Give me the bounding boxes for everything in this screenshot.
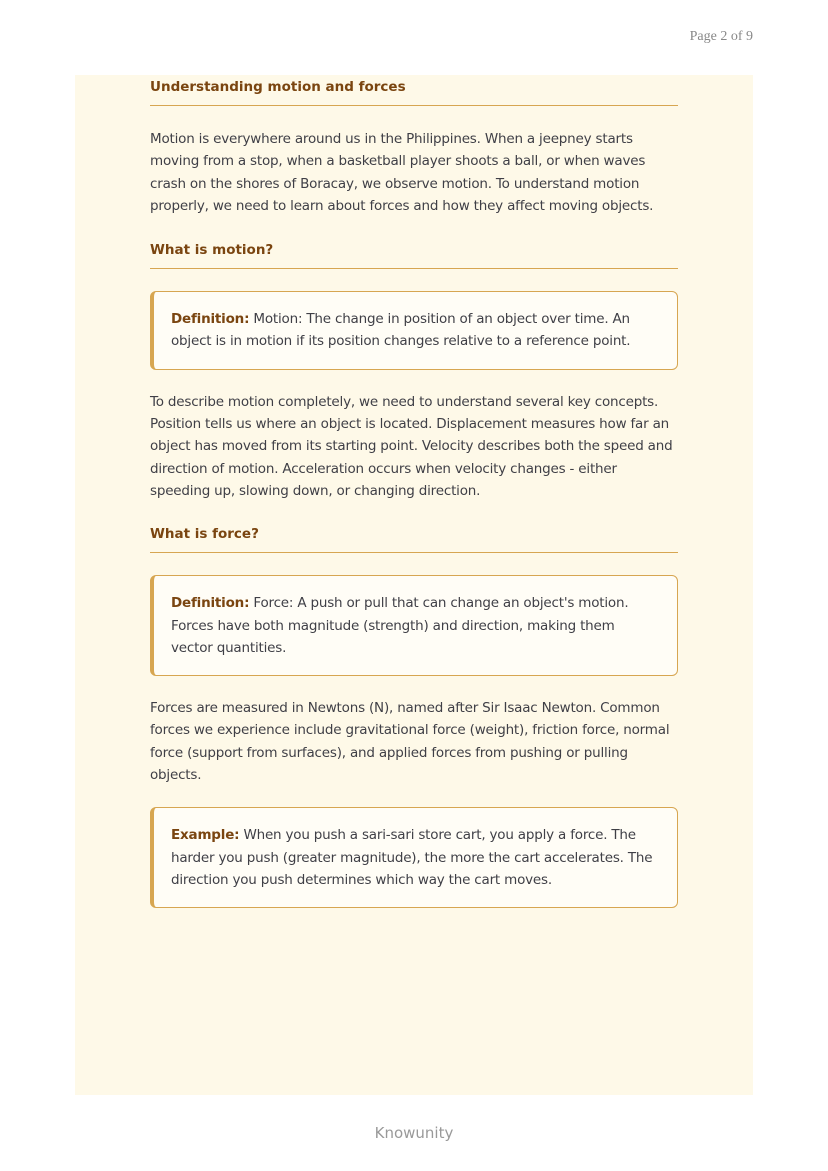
definition-text: Motion: The change in position of an object over time. An object is in motion if its position changes relative to a reference point. — [171, 311, 631, 350]
example-box — [150, 807, 678, 908]
definition-box — [150, 575, 678, 676]
definition-box — [150, 291, 678, 370]
paragraph: To describe motion completely, we need to understand several key concepts. Position tells us where an object is located. Displacement measures how far an object has moved from its starting point. Velocity describes both the speed and direction of motion. Acceleration occurs when velocity changes - either speeding up, slowing down, or changing direction. — [150, 393, 673, 499]
definition-label: Definition: — [171, 311, 250, 328]
page-indicator: Page 2 of 9 — [689, 29, 753, 44]
section-heading: What is force? — [150, 522, 678, 553]
paragraph: Motion is everywhere around us in the Philippines. When a jeepney starts moving from a stop, when a basketball player shoots a ball, or when waves crash on the shores of Boracay, we observe motion. To understand motion properly, we need to learn about forces and how they affect moving objects. — [150, 131, 654, 214]
example-text: When you push a sari-sari store cart, you apply a force. The harder you push (greater magnitude), the more the cart accelerates. The direction you push determines which way the cart moves. — [171, 827, 653, 888]
section-heading: Understanding motion and forces — [150, 75, 678, 106]
definition-label: Definition: — [171, 595, 250, 612]
content-column — [150, 75, 678, 908]
example-label: Example: — [171, 827, 240, 844]
definition-text: Force: A push or pull that can change an object's motion. Forces have both magnitude (strength) and direction, making them vector quantities. — [171, 595, 629, 656]
section-heading: What is motion? — [150, 238, 678, 269]
paragraph: Forces are measured in Newtons (N), named after Sir Isaac Newton. Common forces we experience include gravitational force (weight), friction force, normal force (support from surfaces), and applied forces from pushing or pulling objects. — [150, 700, 670, 784]
document-page — [75, 75, 753, 1095]
footer-brand: Knowunity — [374, 1124, 454, 1142]
